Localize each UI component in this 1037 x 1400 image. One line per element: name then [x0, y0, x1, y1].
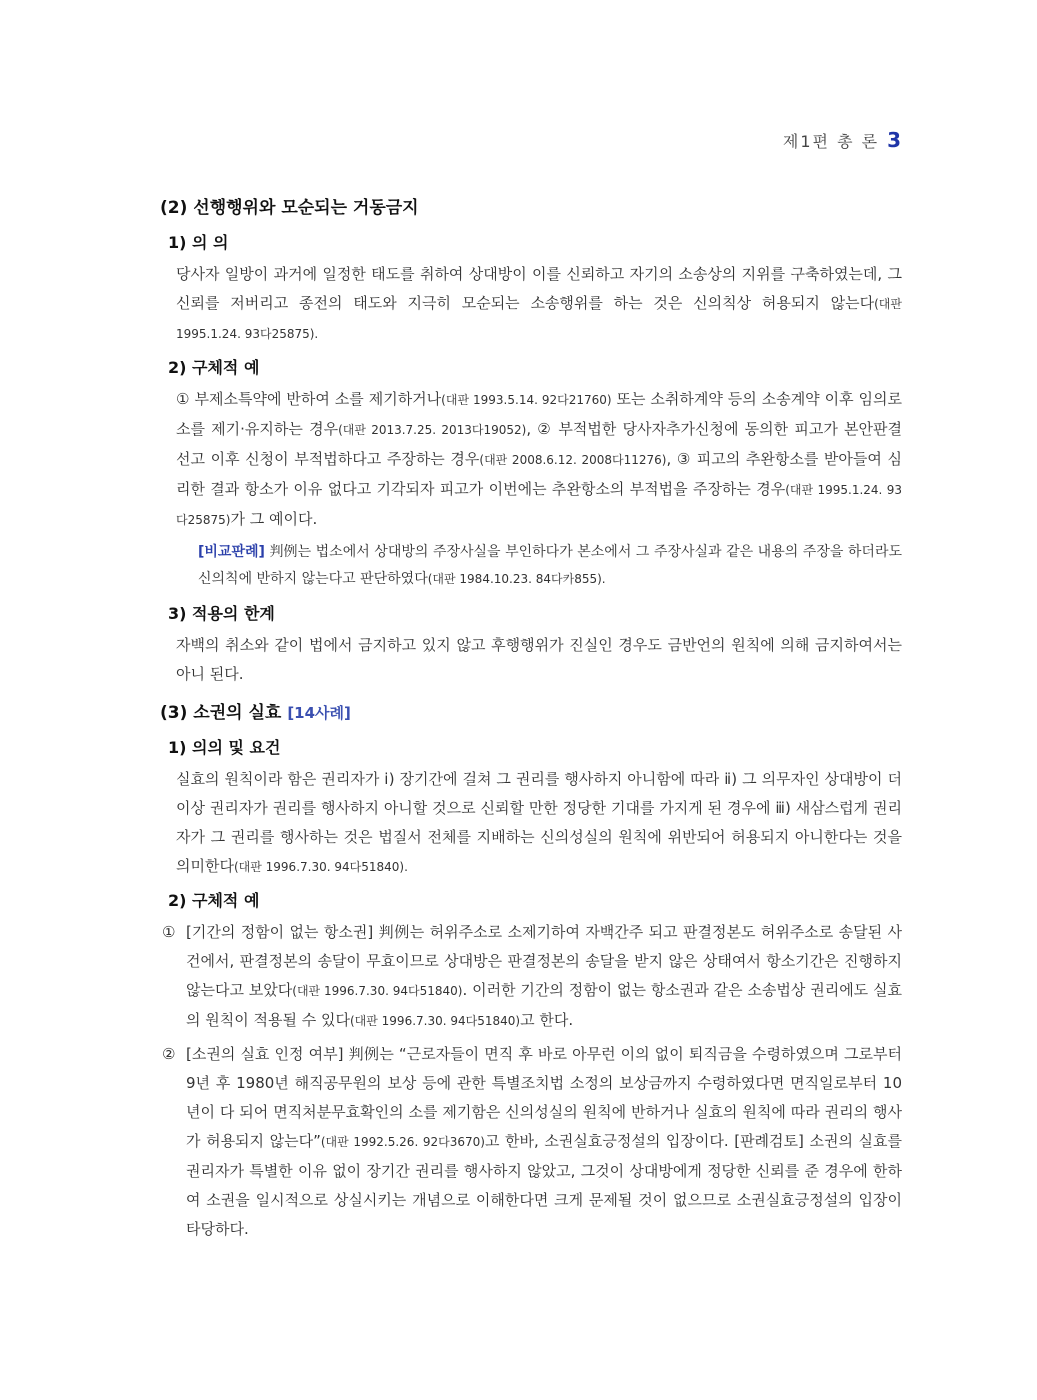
running-head-label: 제1편 총 론: [782, 132, 880, 151]
case-citation: (대판 1996.7.30. 94다51840).: [233, 860, 408, 874]
item-marker: ②: [162, 1045, 176, 1063]
case-citation: (대판 1995.1.24. 93다25875): [176, 483, 903, 527]
section-heading-forfeiture: (3) 소권의 실효 [14사례]: [160, 703, 351, 723]
comparison-label: [비교판례]: [198, 544, 265, 560]
item-marker: ①: [162, 923, 176, 941]
subsection-heading-requirements: 1) 의의 및 요건: [168, 738, 281, 757]
paragraph-limits: 자백의 취소와 같이 법에서 금지하고 있지 않고 후행행위가 진실인 경우도 금반언의 원칙에 의해 금지하여서는 아니 된다.: [176, 636, 902, 683]
case-citation: (대판 1996.7.30. 94다51840): [292, 984, 463, 998]
numbered-item-1: ① [기간의 정함이 없는 항소권] 判例는 허위주소로 소제기하여 자백간주 되고 판결정본도 허위주소로 송달된 사건에서, 판결정본의 송달이 무효이므로 상대방은 판결정본의 송달을 받지 않은 상태여서 항소기간은 진행하지 않는다고 보았다(대판 1996.7.30. 94다51840). 이러한 기간의 정함이 없는 항소권과 같은 소송법상 권리에도 실효의 원칙이 적용될 수 있다(대판 1996.7.30. 94다51840)고 한다.: [160, 918, 902, 1036]
comparison-case-note: [비교판례] 判例는 법소에서 상대방의 주장사실을 부인하다가 본소에서 그 주장사실과 같은 내용의 주장을 하더라도 신의칙에 반하지 않는다고 판단하였다(대판 1984.10.23. 84다카855).: [198, 544, 902, 587]
main-content: [160, 194, 902, 1248]
paragraph-meaning: 당사자 일방이 과거에 일정한 태도를 취하여 상대방이 이를 신뢰하고 자기의 소송상의 지위를 구축하였는데, 그 신뢰를 저버리고 종전의 태도와 지극히 모순되는 소송행위를 하는 것은 신의칙상 허용되지 않는다(대판 1995.1.24. 93다25875).: [176, 265, 902, 341]
case-citation: (대판 1996.7.30. 94다51840): [349, 1014, 521, 1028]
case-citation: (대판 2013.7.25. 2013다19052): [338, 423, 527, 437]
case-citation: (대판 1993.5.14. 92다21760): [441, 393, 612, 407]
section-heading-estoppel: (2) 선행행위와 모순되는 거동금지: [160, 198, 419, 218]
subsection-heading-examples: 2) 구체적 예: [168, 358, 260, 377]
paragraph-requirements: 실효의 원칙이라 함은 권리자가 ⅰ) 장기간에 걸쳐 그 권리를 행사하지 아니함에 따라 ⅱ) 그 의무자인 상대방이 더 이상 권리자가 권리를 행사하지 아니할 것으로 신뢰할 만한 정당한 기대를 가지게 된 경우에 ⅲ) 새삼스럽게 권리자가 그 권리를 행사하는 것은 법질서 전체를 지배하는 신의성실의 원칙에 위반되어 허용되지 아니한다는 것을 의미한다(대판 1996.7.30. 94다51840).: [176, 770, 902, 875]
subsection-heading-examples-2: 2) 구체적 예: [168, 891, 260, 910]
subsection-heading-meaning: 1) 의 의: [168, 233, 229, 252]
subsection-heading-limits: 3) 적용의 한계: [168, 604, 275, 623]
case-tag: [14사례]: [287, 704, 351, 722]
case-citation: (대판 1995.1.24. 93다25875).: [176, 297, 902, 341]
case-citation: (대판 1992.5.26. 92다3670): [320, 1135, 485, 1149]
case-citation: (대판 1984.10.23. 84다카855).: [427, 572, 606, 586]
numbered-item-2: ② [소권의 실효 인정 여부] 判例는 “근로자들이 면직 후 바로 아무런 이의 없이 퇴직금을 수령하였으며 그로부터 9년 후 1980년 해직공무원의 보상 등에 관한 특별조치법 소정의 보상금까지 수령하였다면 면직일로부터 10년이 다 되어 면직처분무효확인의 소를 제기함은 신의성실의 원칙에 반하거나 실효의 원칙에 따라 권리의 행사가 허용되지 않는다”(대판 1992.5.26. 92다3670)고 한바, 소권실효긍정설의 입장이다. [판례검토] 소권의 실효를 권리자가 특별한 이유 없이 장기간 권리를 행사하지 않았고, 그것이 상대방에게 정당한 신뢰를 준 경우에 한하여 소권을 일시적으로 상실시키는 개념으로 이해한다면 크게 문제될 것이 없으므로 소권실효긍정설의 입장이 타당하다.: [160, 1040, 902, 1244]
page-number: 3: [887, 128, 901, 152]
running-head: [783, 128, 901, 152]
case-citation: (대판 2008.6.12. 2008다11276): [479, 453, 667, 467]
paragraph-examples: ① 부제소특약에 반하여 소를 제기하거나(대판 1993.5.14. 92다21760) 또는 소취하계약 등의 소송계약 이후 임의로 소를 제기·유지하는 경우(대판 2013.7.25. 2013다19052), ② 부적법한 당사자추가신청에 동의한 피고가 본안판결 선고 이후 신청이 부적법하다고 주장하는 경우(대판 2008.6.12. 2008다11276), ③ 피고의 추완항소를 받아들여 심리한 결과 항소가 이유 없다고 기각되자 피고가 이번에는 추완항소의 부적법을 주장하는 경우(대판 1995.1.24. 93다25875)가 그 예이다.: [176, 390, 903, 528]
